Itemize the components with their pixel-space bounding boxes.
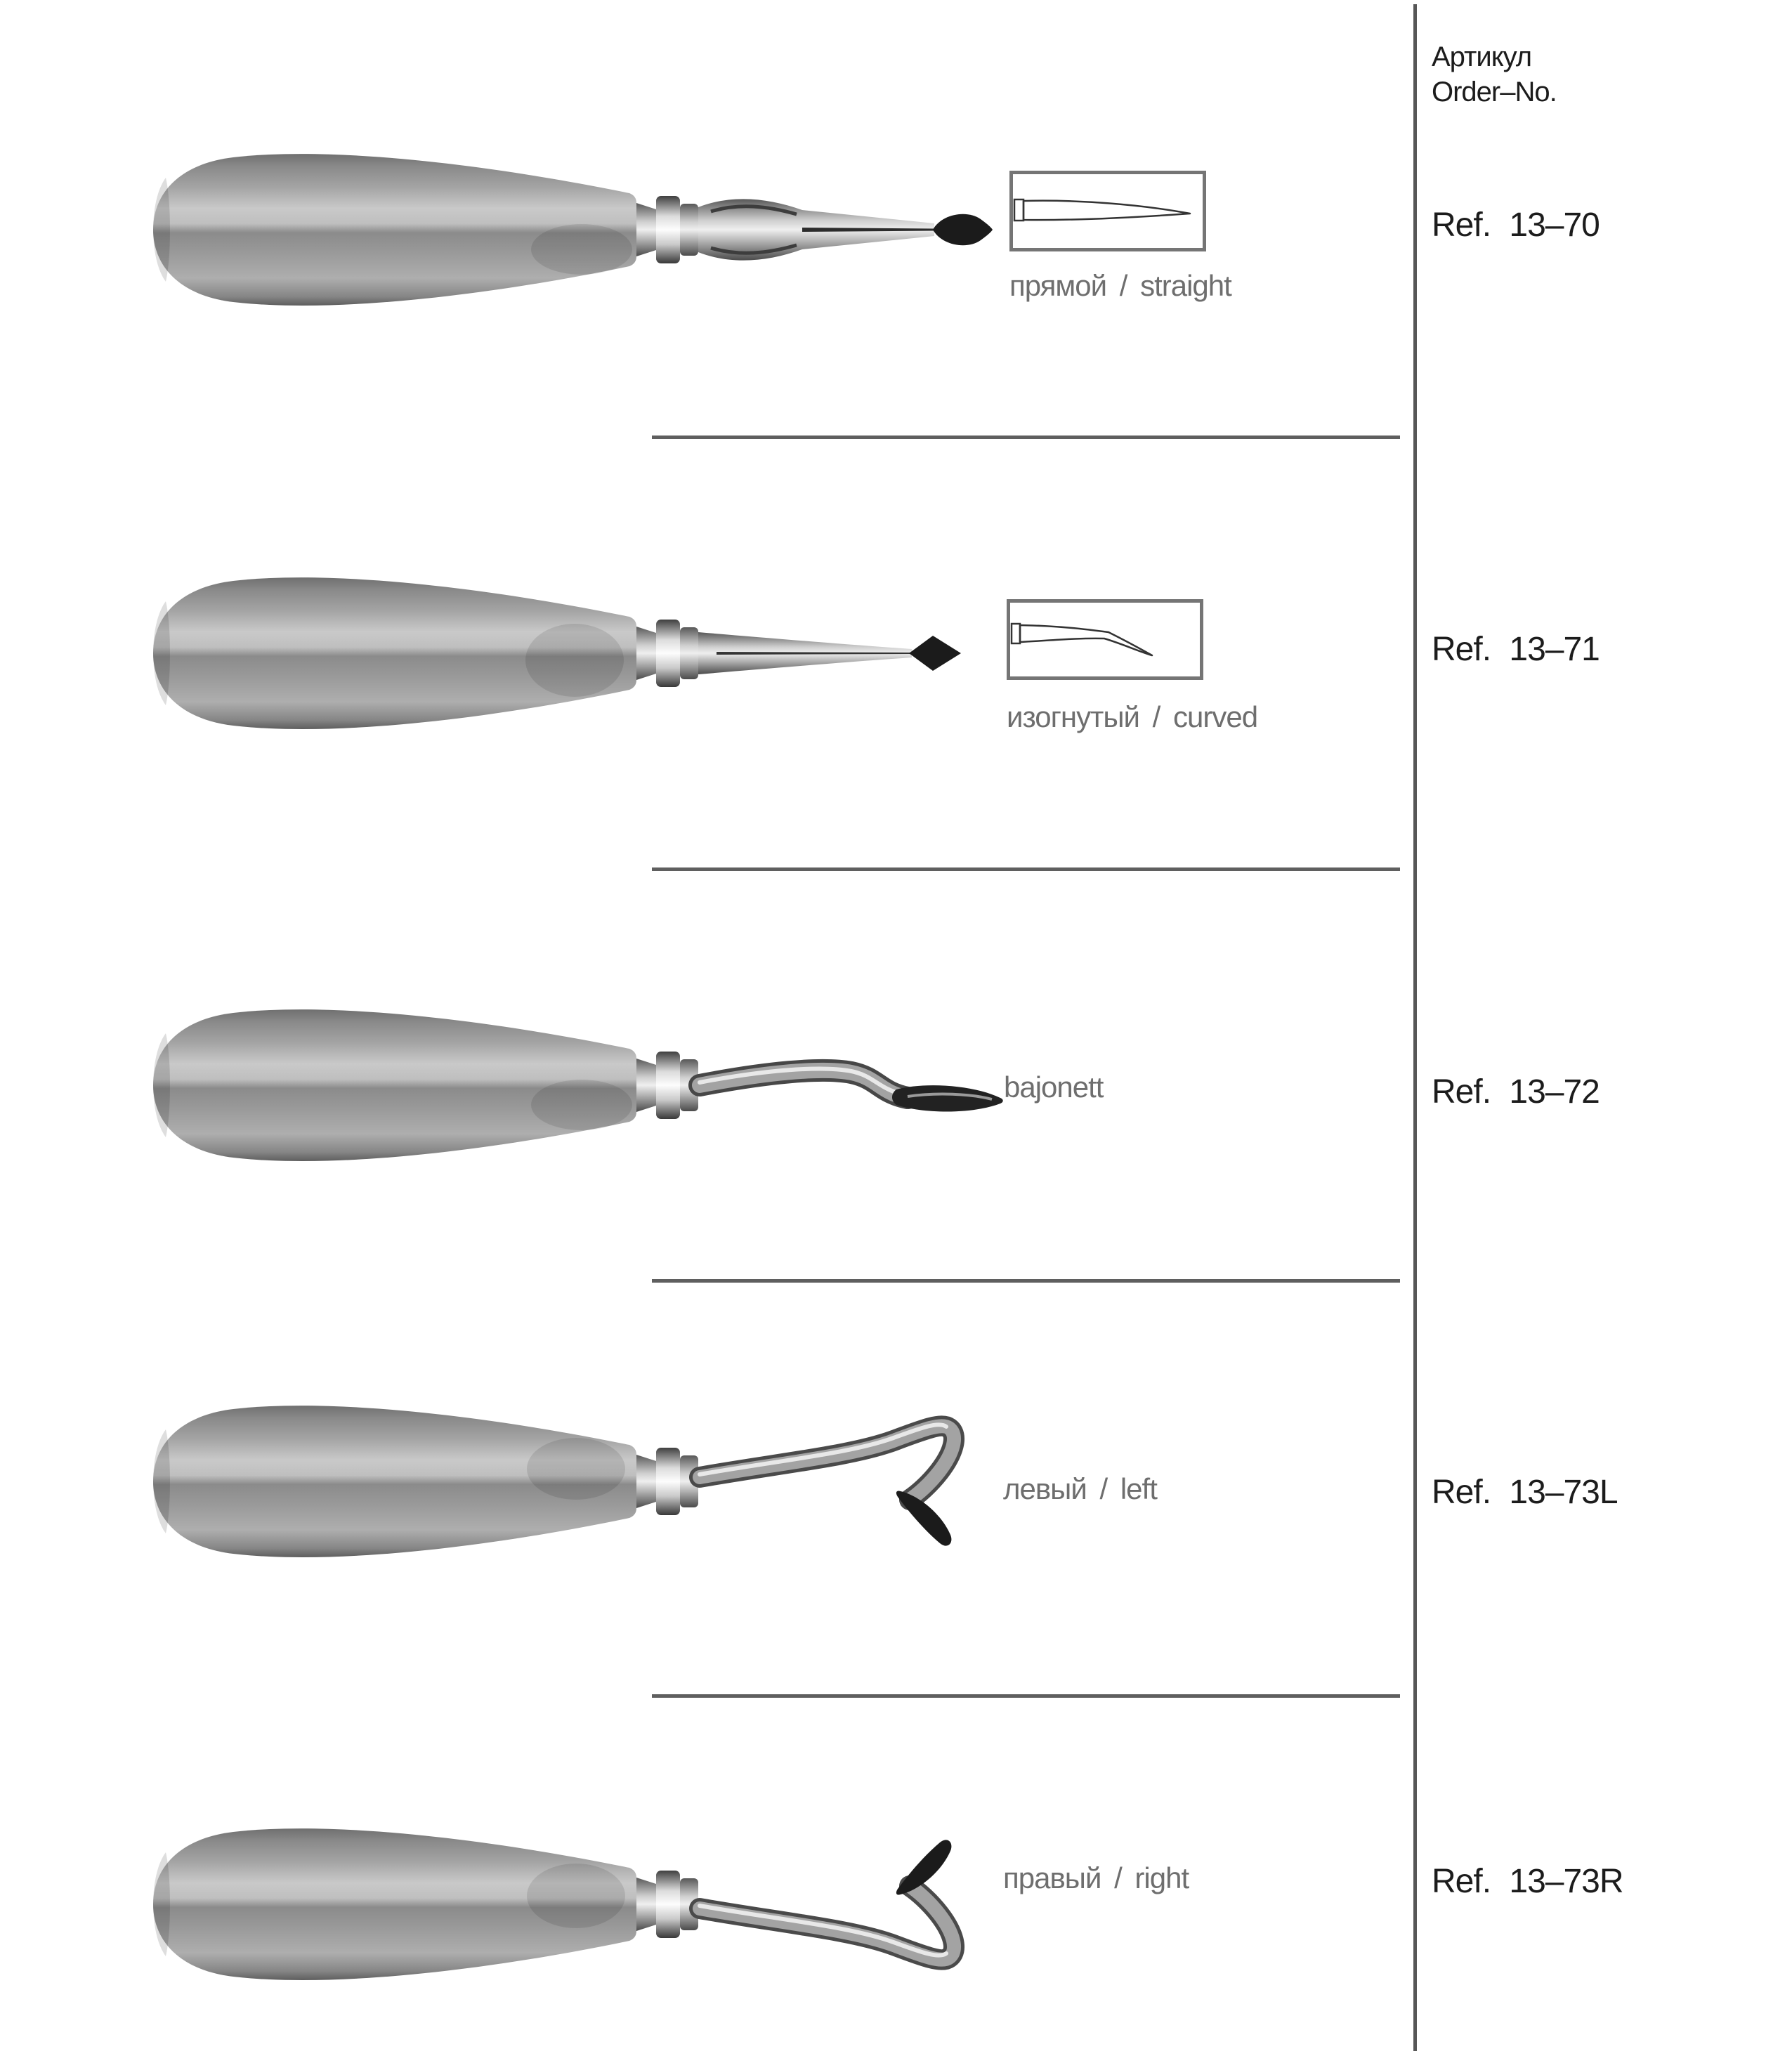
elevator-straight-photo [133,138,1019,321]
elevator-left-photo [133,1390,1019,1573]
straight-blade-drawing [1013,174,1203,248]
instrument-handle [153,577,636,729]
instrument-collar [636,1448,698,1515]
elevator-bajonett-photo [133,994,1019,1177]
row-divider [652,1279,1400,1283]
straight-shank-and-tip [698,199,993,260]
instrument-handle [153,154,636,306]
row-label-straight: прямой / straight [1009,269,1231,302]
ref-number-13-73L: Ref. 13–73L [1432,1474,1618,1511]
bajonett-shank-and-tip [700,1069,1003,1112]
order-header-en: Order–No. [1432,77,1557,107]
instrument-collar [636,620,698,687]
ref-number-13-71: Ref. 13–71 [1432,631,1600,668]
right-shank-and-tip [700,1840,954,1959]
ref-number-13-73R: Ref. 13–73R [1432,1863,1623,1900]
curved-shank-and-tip [698,632,961,674]
row-label-bajonett: bajonett [1004,1070,1104,1104]
ref-number-13-72: Ref. 13–72 [1432,1073,1600,1111]
instrument-collar [636,1871,698,1938]
instrument-handle [153,1828,636,1980]
instrument-handle [153,1406,636,1557]
column-divider-rule [1413,4,1417,2051]
curved-blade-drawing [1010,603,1200,676]
instrument-collar [636,196,698,263]
order-column-header [1432,39,1557,110]
ref-number-13-70: Ref. 13–70 [1432,207,1600,244]
elevator-curved-photo [133,562,1019,745]
row-divider [652,867,1400,871]
elevator-right-photo [133,1813,1019,1996]
straight-blade-profile-icon [1009,171,1206,251]
left-shank-and-tip [700,1425,954,1545]
row-divider [652,1694,1400,1698]
instrument-handle [153,1009,636,1161]
row-divider [652,436,1400,439]
curved-blade-profile-icon [1007,599,1203,680]
row-label-curved: изогнутый / curved [1007,700,1258,733]
row-label-left: левый / left [1003,1472,1157,1505]
order-header-ru: Артикул [1432,41,1532,72]
row-label-right: правый / right [1003,1861,1189,1894]
